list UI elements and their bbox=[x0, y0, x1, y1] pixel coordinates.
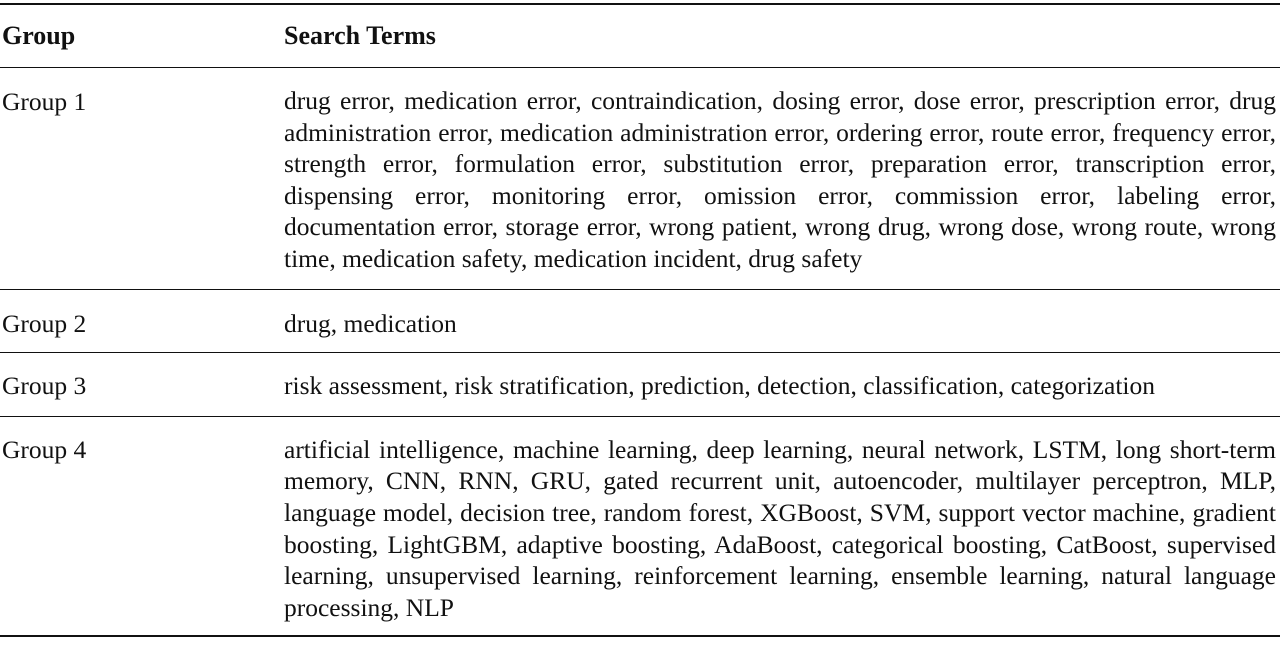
header-search-terms: Search Terms bbox=[284, 21, 436, 50]
table-row bbox=[0, 353, 1280, 416]
search-terms-cell: drug error, medication error, contraindication, dosing error, dose error, prescription error, drug administration error, medication administration error, ordering error, route error, frequency error, strength error, formulation error, substitution error, preparation error, transcription error, dispensing error, monitoring error, omission error, commission error, labeling error, documentation error, storage error, wrong patient, wrong drug, wrong dose, wrong route, wrong time, medication safety, medication incident, drug safety bbox=[284, 86, 1276, 273]
search-terms-cell: artificial intelligence, machine learning, deep learning, neural network, LSTM, long short-term memory, CNN, RNN, GRU, gated recurrent unit, autoencoder, multilayer perceptron, MLP, language model, decision tree, random forest, XGBoost, SVM, support vector machine, gradient boosting, LightGBM, adaptive boosting, AdaBoost, categorical boosting, CatBoost, supervised learning, unsupervised learning, reinforcement learning, ensemble learning, natural language processing, NLP bbox=[284, 434, 1276, 622]
search-terms-cell: drug, medication bbox=[284, 308, 457, 338]
group-label: Group 1 bbox=[2, 87, 87, 116]
table-row bbox=[0, 417, 1280, 636]
search-terms-table bbox=[0, 3, 1280, 637]
bottom-rule bbox=[0, 635, 1280, 637]
table-row bbox=[0, 68, 1280, 289]
table-header-row bbox=[0, 5, 1280, 67]
header-group: Group bbox=[2, 21, 76, 50]
search-terms-cell: risk assessment, risk stratification, prediction, detection, classification, categorization bbox=[284, 371, 1155, 401]
group-label: Group 3 bbox=[2, 371, 87, 401]
table-row bbox=[0, 290, 1280, 353]
group-label: Group 4 bbox=[2, 434, 87, 464]
group-label: Group 2 bbox=[2, 308, 87, 338]
